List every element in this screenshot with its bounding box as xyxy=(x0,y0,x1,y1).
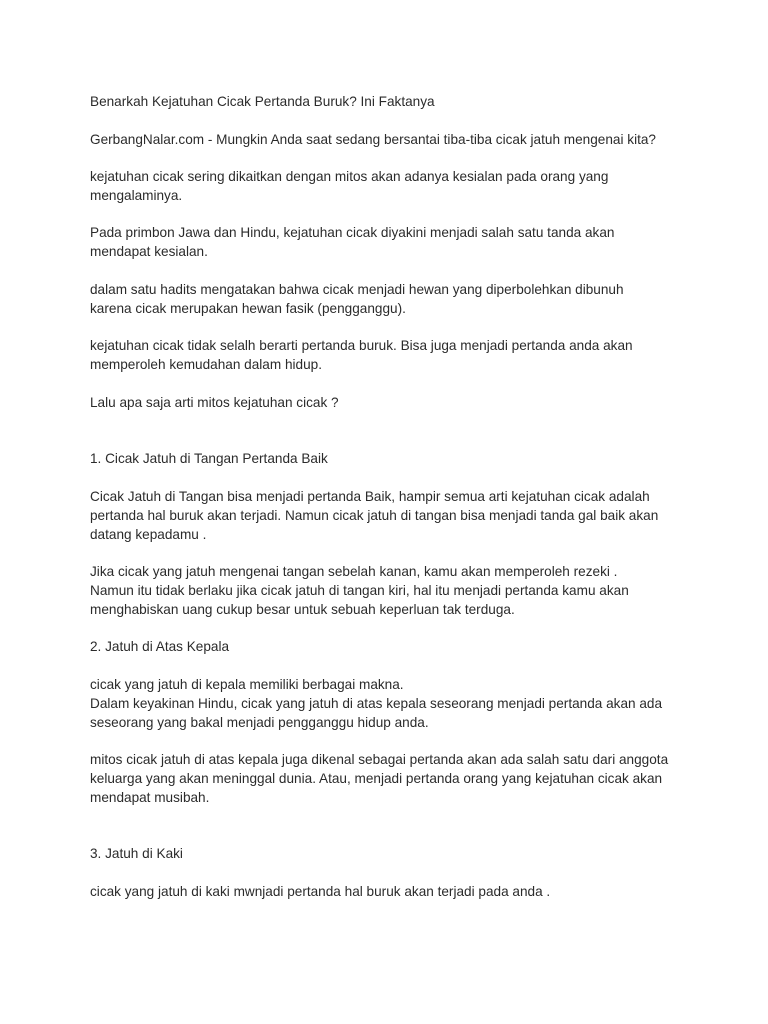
document-title: Benarkah Kejatuhan Cicak Pertanda Buruk? Ini Faktanya xyxy=(90,94,435,109)
section-2-para-2-line-1: mitos cicak jatuh di atas kepala juga dikenal sebagai pertanda akan ada salah satu dari anggota xyxy=(90,752,669,767)
section-1-para-2-line-2: Namun itu tidak berlaku jika cicak jatuh di tangan kiri, hal itu menjadi pertanda kamu akan xyxy=(90,583,629,598)
paragraph-2-line-2: mendapat kesialan. xyxy=(90,244,208,259)
section-1-para-2-line-3: menghabiskan uang cukup besar untuk sebuah keperluan tak terduga. xyxy=(90,602,515,617)
section-2-para-1-line-2: Dalam keyakinan Hindu, cicak yang jatuh di atas kepala seseorang menjadi pertanda akan ada xyxy=(90,696,663,711)
question-paragraph: Lalu apa saja arti mitos kejatuhan cicak ? xyxy=(90,395,339,410)
paragraph-3-line-2: karena cicak merupakan hewan fasik (pengganggu). xyxy=(90,301,406,316)
section-1-para-1-line-2: pertanda hal buruk akan terjadi. Namun cicak jatuh di tangan bisa menjadi tanda gal baik akan xyxy=(90,508,659,523)
intro-paragraph: GerbangNalar.com - Mungkin Anda saat sedang bersantai tiba-tiba cicak jatuh mengenai kita? xyxy=(90,132,656,147)
section-2-para-1-line-3: seseorang yang bakal menjadi pengganggu hidup anda. xyxy=(90,715,429,730)
paragraph-4-line-1: kejatuhan cicak tidak selalh berarti pertanda buruk. Bisa juga menjadi pertanda anda akan xyxy=(90,338,633,353)
section-1-para-1-line-1: Cicak Jatuh di Tangan bisa menjadi pertanda Baik, hampir semua arti kejatuhan cicak adalah xyxy=(90,489,650,504)
section-2-para-2-line-3: mendapat musibah. xyxy=(90,790,210,805)
section-2-heading: 2. Jatuh di Atas Kepala xyxy=(90,639,230,654)
section-3-para-1: cicak yang jatuh di kaki mwnjadi pertanda hal buruk akan terjadi pada anda . xyxy=(90,884,551,899)
section-1-para-1-line-3: datang kepadamu . xyxy=(90,527,207,542)
section-2-para-2-line-2: keluarga yang akan meninggal dunia. Atau, menjadi pertanda orang yang kejatuhan cicak akan xyxy=(90,771,663,786)
section-1-para-2-line-1: Jika cicak yang jatuh mengenai tangan sebelah kanan, kamu akan memperoleh rezeki . xyxy=(90,564,618,579)
section-1-heading: 1. Cicak Jatuh di Tangan Pertanda Baik xyxy=(90,451,328,466)
paragraph-1-line-1: kejatuhan cicak sering dikaitkan dengan mitos akan adanya kesialan pada orang yang xyxy=(90,169,609,184)
paragraph-3-line-1: dalam satu hadits mengatakan bahwa cicak menjadi hewan yang diperbolehkan dibunuh xyxy=(90,282,624,297)
paragraph-1-line-2: mengalaminya. xyxy=(90,188,183,203)
section-3-heading: 3. Jatuh di Kaki xyxy=(90,846,183,861)
paragraph-2-line-1: Pada primbon Jawa dan Hindu, kejatuhan cicak diyakini menjadi salah satu tanda akan xyxy=(90,225,615,240)
section-2-para-1-line-1: cicak yang jatuh di kepala memiliki berbagai makna. xyxy=(90,677,404,692)
paragraph-4-line-2: memperoleh kemudahan dalam hidup. xyxy=(90,357,322,372)
